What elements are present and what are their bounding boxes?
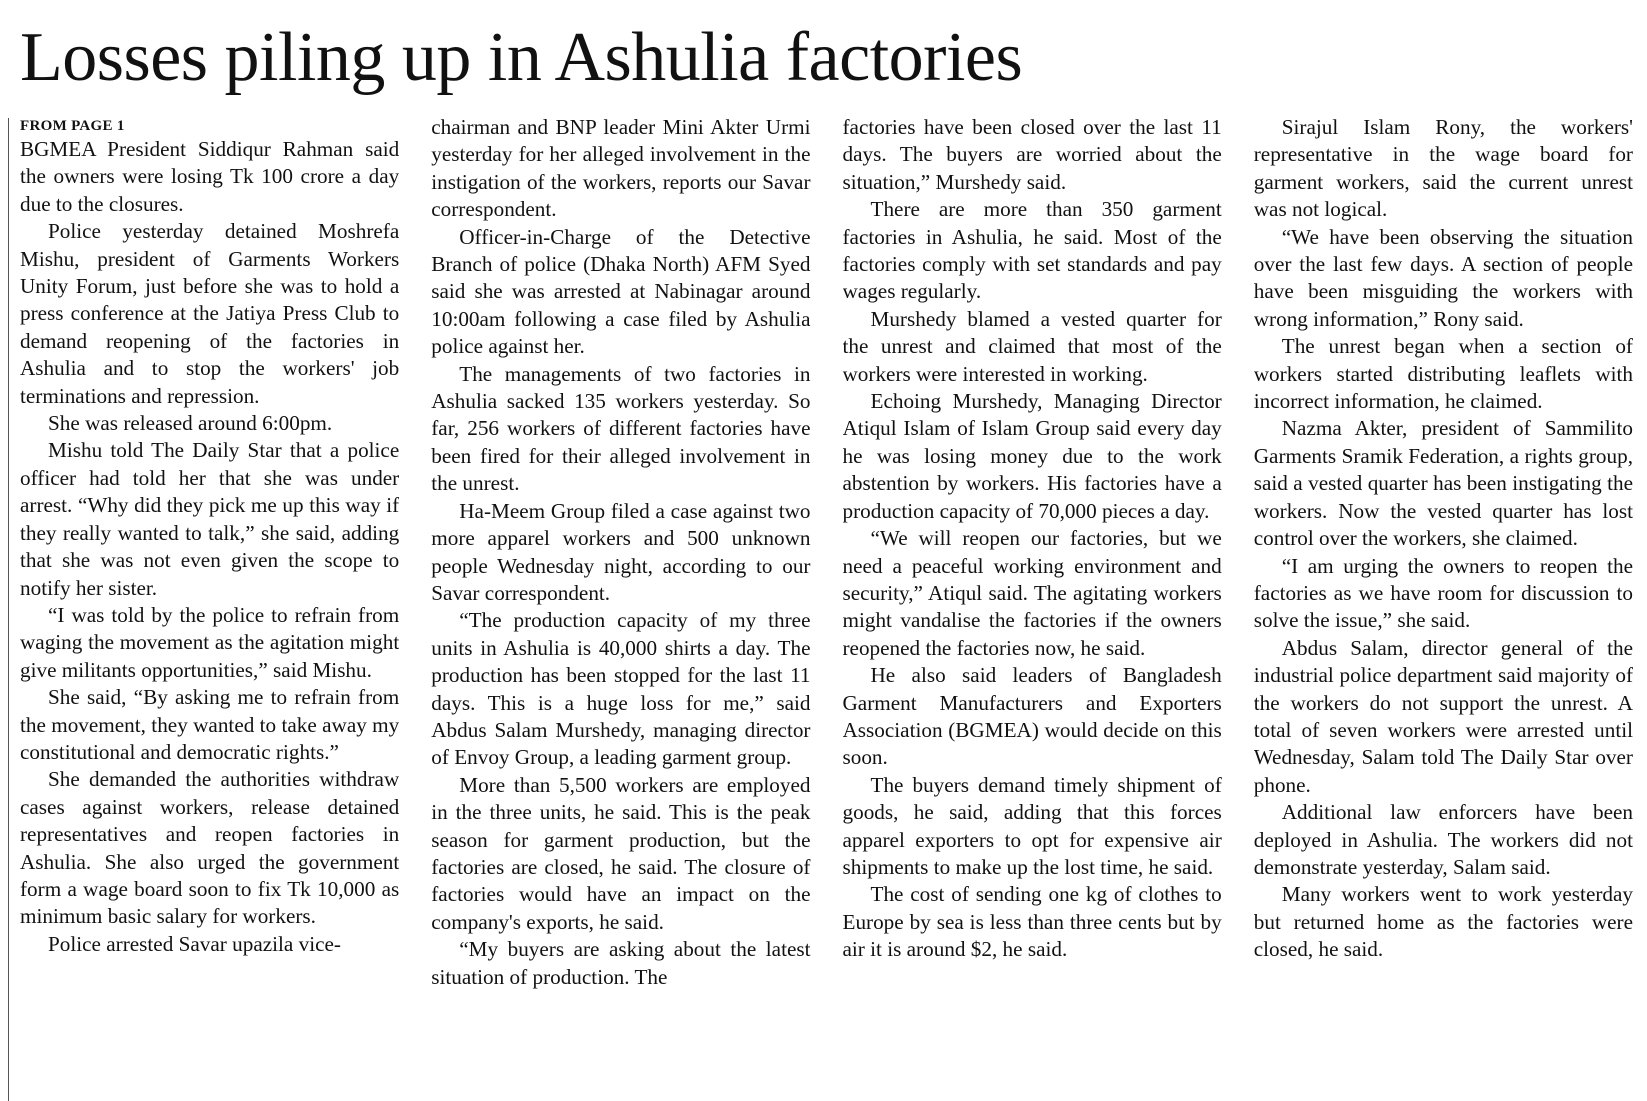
paragraph: She said, “By asking me to refrain from the movement, they wanted to take away my constitutional and democratic rights.” <box>20 685 400 764</box>
paragraph: Police yesterday detained Moshrefa Mishu, president of Garments Workers Unity Forum, just before she was to hold a press conference at the Jatiya Press Club to demand reopening of the factories in Ashulia and to stop the workers' job terminations and repression. <box>20 219 400 408</box>
paragraph: Police arrested Savar upazila vice- <box>48 931 341 956</box>
paragraph: More than 5,500 workers are employed in the three units, he said. This is the peak season for garment production, but the factories are closed, he said. The closure of factories would have an impact on the company's exports, he said. <box>431 772 811 934</box>
column-1 <box>20 114 399 1101</box>
paragraph: The unrest began when a section of workers started distributing leaflets with incorrect information, he claimed. <box>1253 334 1633 414</box>
paragraph: Mishu told The Daily Star that a police officer had told her that she was under arrest. “Why did they pick me up this way if they really wanted to talk,” she said, adding that she was not even given the scope to notify her sister. <box>20 438 400 600</box>
paragraph: factories have been closed over the last 11 days. The buyers are worried about the situation,” Murshedy said. <box>842 115 1222 194</box>
column-4 <box>1254 114 1633 1101</box>
paragraph: “My buyers are asking about the latest situation of production. The <box>431 937 811 989</box>
column-rule <box>8 118 9 1101</box>
paragraph: “We have been observing the situation over the last few days. A section of people have been misguiding the workers with wrong information,” Rony said. <box>1253 224 1633 331</box>
paragraph: There are more than 350 garment factories in Ashulia, he said. Most of the factories comply with set standards and pay wages regularly. <box>842 197 1222 304</box>
headline: Losses piling up in Ashulia factories <box>20 19 1023 96</box>
paragraph: The cost of sending one kg of clothes to Europe by sea is less than three cents but by air it is around $2, he said. <box>842 882 1222 962</box>
paragraph: Additional law enforcers have been deployed in Ashulia. The workers did not demonstrate yesterday, Salam said. <box>1253 800 1633 879</box>
paragraph: Many workers went to work yesterday but returned home as the factories were closed, he said. <box>1253 882 1633 962</box>
paragraph: The managements of two factories in Ashulia sacked 135 workers yesterday. So far, 256 workers of different factories have been fired for their alleged involvement in the unrest. <box>431 361 811 496</box>
paragraph: Officer-in-Charge of the Detective Branch of police (Dhaka North) AFM Syed said she was arrested at Nabinagar around 10:00am following a case filed by Ashulia police against her. <box>431 224 811 359</box>
paragraph: She demanded the authorities withdraw cases against workers, release detained representatives and reopen factories in Ashulia. She also urged the government form a wage board soon to fix Tk 10,000 as minimum basic salary for workers. <box>20 767 400 929</box>
article-body <box>20 114 1633 1101</box>
paragraph: Sirajul Islam Rony, the workers' representative in the wage board for garment workers, said the current unrest was not logical. <box>1253 115 1633 222</box>
paragraph: Nazma Akter, president of Sammilito Garments Sramik Federation, a rights group, said a vested quarter has been instigating the workers. Now the vested quarter has lost control over the workers, she claimed. <box>1253 416 1633 551</box>
paragraph: BGMEA President Siddiqur Rahman said the owners were losing Tk 100 crore a day due to the closures. <box>20 137 400 216</box>
paragraph: “We will reopen our factories, but we need a peaceful working environment and security,” Atiqul said. The agitating workers might vandalise the factories if the owners reopened the factories now, he said. <box>842 526 1222 660</box>
paragraph: He also said leaders of Bangladesh Garment Manufacturers and Exporters Association (BGMEA) would decide on this soon. <box>842 663 1222 770</box>
paragraph: “I am urging the owners to reopen the factories as we have room for discussion to solve the issue,” she said. <box>1253 553 1633 633</box>
paragraph: chairman and BNP leader Mini Akter Urmi yesterday for her alleged involvement in the instigation of the workers, reports our Savar correspondent. <box>431 115 811 222</box>
paragraph: The buyers demand timely shipment of goods, he said, adding that this forces apparel exporters to opt for expensive air shipments to make up the lost time, he said. <box>842 772 1222 879</box>
column-2 <box>431 114 810 1101</box>
continuation-kicker: FROM PAGE 1 <box>20 118 125 134</box>
paragraph: Ha-Meem Group filed a case against two more apparel workers and 500 unknown people Wednesday night, according to our Savar correspondent. <box>431 498 811 605</box>
paragraph: She was released around 6:00pm. <box>48 411 333 436</box>
paragraph: Echoing Murshedy, Managing Director Atiqul Islam of Islam Group said every day he was losing money due to the work abstention by workers. His factories have a production capacity of 70,000 pieces a day. <box>842 389 1222 523</box>
paragraph: “The production capacity of my three units in Ashulia is 40,000 shirts a day. The production has been stopped for the last 11 days. This is a huge loss for me,” said Abdus Salam Murshedy, managing director of Envoy Group, a leading garment group. <box>431 608 811 770</box>
paragraph: “I was told by the police to refrain from waging the movement as the agitation might give militants opportunities,” said Mishu. <box>20 602 400 682</box>
paragraph: Murshedy blamed a vested quarter for the unrest and claimed that most of the workers were interested in working. <box>842 306 1222 386</box>
column-3 <box>843 114 1222 1101</box>
paragraph: Abdus Salam, director general of the industrial police department said majority of the workers do not support the unrest. A total of seven workers were arrested until Wednesday, Salam told The Daily Star over phone. <box>1253 635 1633 797</box>
